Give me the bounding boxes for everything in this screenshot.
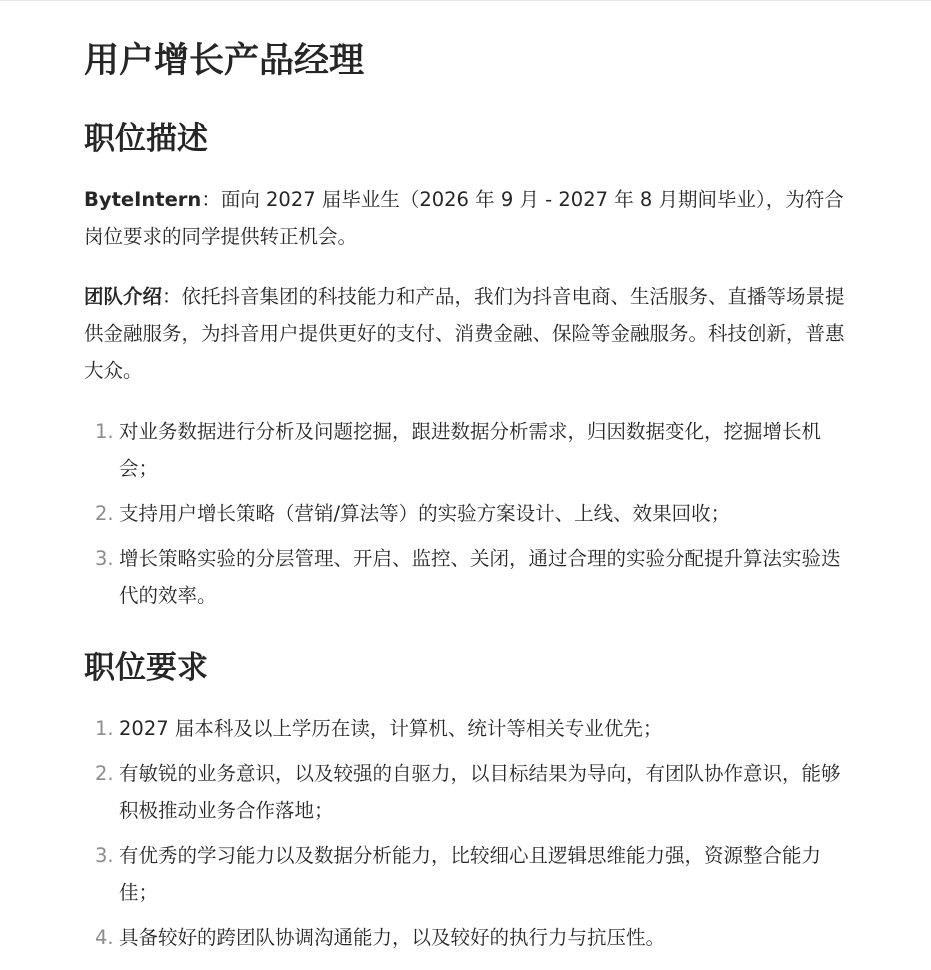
list-item <box>84 919 859 956</box>
description-heading: 职位描述 <box>84 121 208 157</box>
list-number: 3. <box>95 844 114 867</box>
list-number: 1. <box>95 420 114 443</box>
list-text: 支持用户增长策略（营销/算法等）的实验方案设计、上线、效果回收； <box>119 502 731 525</box>
intern-text: ：面向 2027 届毕业生（2026 年 9 月 - 2027 年 8 月期间毕业），为符合岗位要求的同学提供转正机会。 <box>84 188 844 248</box>
list-item <box>84 540 859 614</box>
list-item <box>84 413 859 487</box>
list-text: 增长策略实验的分层管理、开启、监控、关闭，通过合理的实验分配提升算法实验迭代的效率。 <box>119 547 841 607</box>
list-text: 有优秀的学习能力以及数据分析能力，比较细心且逻辑思维能力强，资源整合能力佳； <box>119 844 822 904</box>
list-item <box>84 837 859 911</box>
list-text: 有敏锐的业务意识，以及较强的自驱力，以目标结果为导向，有团队协作意识，能够积极推动业务合作落地； <box>119 762 841 822</box>
intern-paragraph <box>84 181 859 255</box>
requirements-list <box>84 710 859 964</box>
duties-list <box>84 413 859 622</box>
team-text: ：依托抖音集团的科技能力和产品，我们为抖音电商、生活服务、直播等场景提供金融服务，为抖音用户提供更好的支付、消费金融、保险等金融服务。科技创新，普惠大众。 <box>84 285 845 382</box>
team-paragraph <box>84 278 859 389</box>
list-item <box>84 495 859 532</box>
list-text: 具备较好的跨团队协调沟通能力，以及较好的执行力与抗压性。 <box>119 926 666 949</box>
requirements-heading: 职位要求 <box>84 650 208 686</box>
top-divider <box>0 0 931 1</box>
list-number: 1. <box>95 717 114 740</box>
list-item <box>84 710 859 747</box>
team-label: 团队介绍 <box>84 285 163 308</box>
list-number: 2. <box>95 762 114 785</box>
list-item <box>84 755 859 829</box>
list-number: 4. <box>95 926 114 949</box>
list-text: 对业务数据进行分析及问题挖掘，跟进数据分析需求，归因数据变化，挖掘增长机会； <box>119 420 822 480</box>
list-text: 2027 届本科及以上学历在读，计算机、统计等相关专业优先； <box>119 717 663 740</box>
list-number: 2. <box>95 502 114 525</box>
intern-label: ByteIntern <box>84 188 202 211</box>
job-title: 用户增长产品经理 <box>84 41 365 81</box>
list-number: 3. <box>95 547 114 570</box>
